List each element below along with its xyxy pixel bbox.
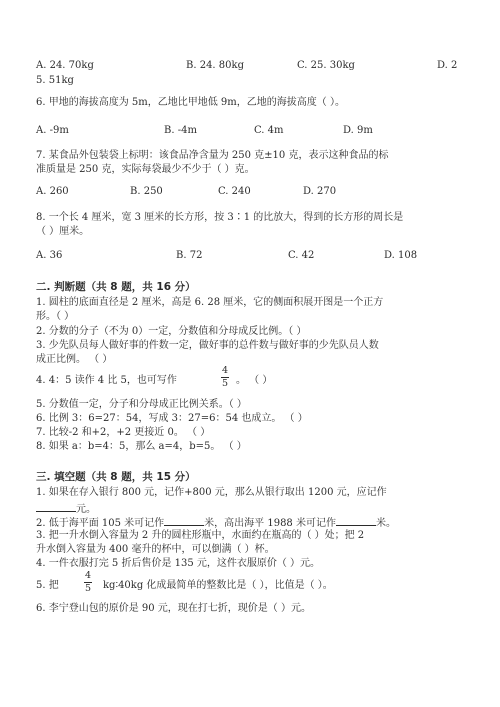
judge4-fraction — [221, 366, 229, 389]
q7-stem-line1: 7. 某食品外包装袋上标明：该食品净含量为 250 克±10 克，表示这种食品的标 — [36, 150, 389, 161]
q6-option-b: B. -4m — [164, 125, 197, 136]
q8-stem-line2: （ ）厘米。 — [36, 226, 90, 237]
q6-option-d: D. 9m — [343, 125, 373, 136]
answer-blank[interactable] — [336, 516, 376, 526]
q8-option-c: C. 42 — [288, 250, 315, 261]
q8-stem-line1: 8. 一个长 4 厘米，宽 3 厘米的长方形，按 3∶1 的比放大，得到的长方形的周长是 — [36, 212, 404, 223]
judge8: 8. 如果 a：b=4：5，那么 a=4，b=5。 （ ） — [36, 441, 247, 452]
fill2-text-2: 米，高出海平 1988 米可记作 — [204, 518, 336, 529]
fraction-numerator: 4 — [221, 365, 229, 376]
q8-option-d: D. 108 — [384, 250, 418, 261]
judge4-tail: 。 （ ） — [236, 375, 273, 386]
section3-title: 三. 填空题（共 8 题，共 15 分） — [36, 471, 196, 483]
fraction-denominator: 5 — [84, 583, 92, 594]
judge3-line1: 3. 少先队员每人做好事的件数一定，做好事的总件数与做好事的少先队员人数 — [36, 340, 379, 351]
fill3-line1: 3. 把一升水倒入容量为 2 升的圆柱形瓶中，水面约在瓶高的（ ）处；把 2 — [36, 530, 365, 541]
fill1-unit: 元。 — [76, 504, 96, 515]
section2-title: 二. 判断题（共 8 题，共 16 分） — [36, 281, 196, 293]
q5-option-d-continued: 5. 51kg — [36, 75, 74, 86]
fill2-text-1: 2. 低于海平面 105 米可记作 — [36, 518, 165, 529]
q7-option-b: B. 250 — [130, 186, 163, 197]
fill2 — [36, 516, 396, 530]
judge1-line2: 形。（ ） — [36, 311, 75, 322]
fill5-text: 5. 把 — [36, 580, 59, 591]
q7-option-c: C. 240 — [218, 186, 251, 197]
fill5-fraction — [84, 571, 92, 594]
fill5-tail: kg∶40kg 化成最简单的整数比是（ ），比值是（ ）。 — [103, 580, 333, 591]
q5-option-a: A. 24. 70kg — [36, 60, 94, 71]
q7-option-d: D. 270 — [303, 186, 337, 197]
q6-stem: 6. 甲地的海拔高度为 5m，乙地比甲地低 9m，乙地的海拔高度（ ）。 — [36, 97, 345, 108]
judge2: 2. 分数的分子（不为 0）一定，分数值和分母成反比例。（ ） — [36, 326, 307, 337]
answer-blank[interactable] — [36, 502, 76, 512]
q6-option-c: C. 4m — [254, 125, 284, 136]
q8-option-b: B. 72 — [176, 250, 203, 261]
q7-stem-line2: 准质量是 250 克，实际每袋最少不少于（ ）克。 — [36, 164, 255, 175]
q8-option-a: A. 36 — [36, 250, 63, 261]
q5-option-d: D. 2 — [437, 60, 458, 71]
judge7: 7. 比较-2 和+2，+2 更接近 0。 （ ） — [36, 427, 211, 438]
judge6: 6. 比例 3：6=27：54，写成 3：27=6：54 也成立。 （ ） — [36, 413, 308, 424]
q5-option-c: C. 25. 30kg — [297, 60, 355, 71]
judge5: 5. 分数值一定，分子和分母成正比例关系。（ ） — [36, 399, 247, 410]
judge3-line2: 成正比例。 （ ） — [36, 354, 113, 365]
fill2-text-3: 米。 — [375, 518, 396, 529]
judge1-line1: 1. 圆柱的底面直径是 2 厘米，高是 6. 28 厘米，它的侧面积展开图是一个正方 — [36, 297, 384, 308]
fraction-denominator: 5 — [221, 378, 229, 389]
fill6: 6. 李宁登山包的原价是 90 元，现在打七折，现价是（ ）元。 — [36, 603, 311, 614]
fill1-line2 — [36, 502, 96, 516]
answer-blank[interactable] — [164, 516, 204, 526]
fill3-line2: 升水倒入容量为 400 毫升的杯中，可以倒满（ ）杯。 — [36, 544, 275, 555]
q6-option-a: A. -9m — [36, 125, 69, 136]
fill1-line1: 1. 如果在存入银行 800 元，记作+800 元，那么从银行取出 1200 元，应记作 — [36, 487, 387, 498]
judge4-text: 4. 4：5 读作 4 比 5，也可写作 — [36, 375, 177, 386]
fill4: 4. 一件衣服打完 5 折后售价是 135 元，这件衣服原价（ ）元。 — [36, 558, 321, 569]
q5-option-b: B. 24. 80kg — [186, 60, 244, 71]
fraction-numerator: 4 — [84, 570, 92, 581]
q7-option-a: A. 260 — [36, 186, 69, 197]
